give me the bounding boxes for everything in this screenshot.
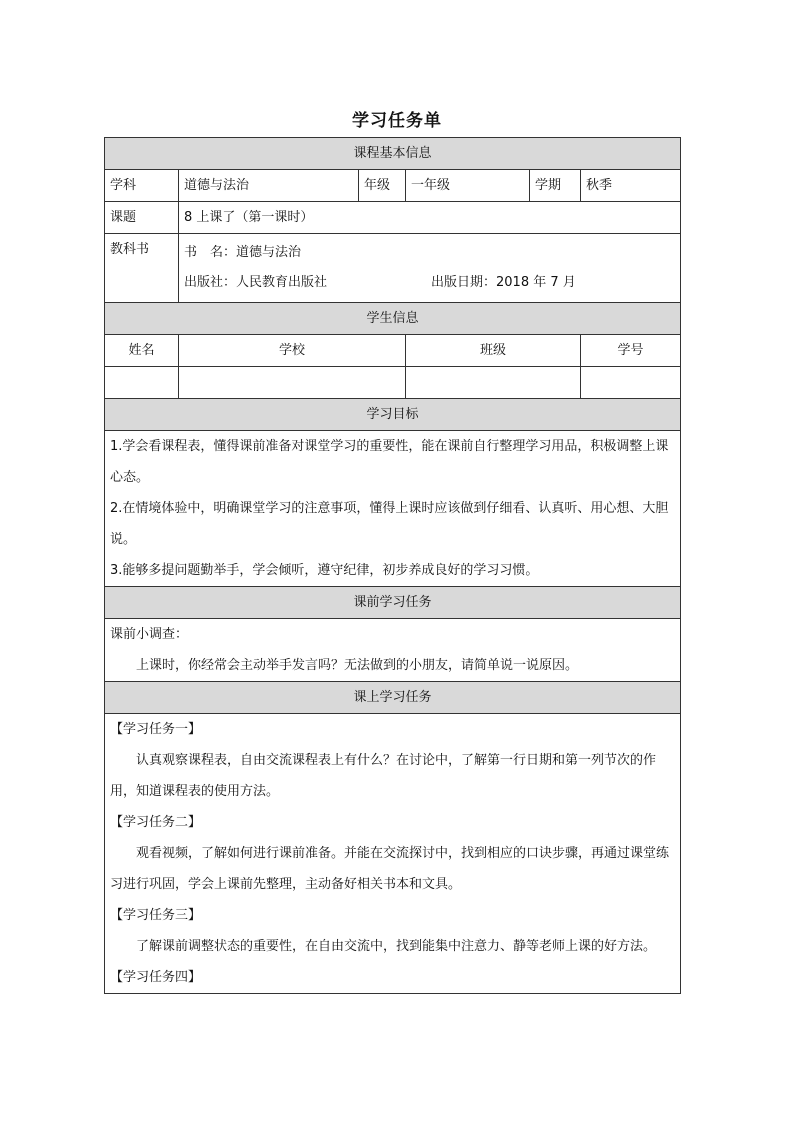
- survey-title: 课前小调查：: [110, 627, 189, 642]
- basic-info-header-row: [105, 138, 681, 170]
- class-field[interactable]: [406, 367, 581, 399]
- task-title: 【学习任务一】: [110, 722, 202, 737]
- task-sheet-table: [104, 137, 681, 994]
- topic-label: 课题: [105, 202, 179, 234]
- subject-row: [105, 170, 681, 202]
- pre-class-content: [105, 619, 681, 682]
- school-field[interactable]: [179, 367, 406, 399]
- task-text: 认真观察课程表，自由交流课程表上有什么？在讨论中，了解第一行日期和第一列节次的作用，知道课程表的使用方法。: [110, 753, 657, 799]
- student-info-header-row: [105, 303, 681, 335]
- pre-class-header: 课前学习任务: [105, 587, 681, 619]
- term-value: 秋季: [581, 170, 681, 202]
- subject-value: 道德与法治: [179, 170, 359, 202]
- student-col-number: 学号: [581, 335, 681, 367]
- grade-label: 年级: [359, 170, 406, 202]
- goal-item: 3.能够多提问题勤举手，学会倾听，遵守纪律，初步养成良好的学习习惯。: [110, 563, 539, 578]
- pre-class-header-row: [105, 587, 681, 619]
- page-title: 学习任务单: [352, 111, 442, 131]
- goals-content: [105, 431, 681, 587]
- student-col-name: 姓名: [105, 335, 179, 367]
- publish-date: 出版日期：2018 年 7 月: [431, 275, 576, 290]
- pre-class-row: [105, 619, 681, 682]
- goals-row: [105, 431, 681, 587]
- publisher-line: [184, 268, 675, 298]
- goal-item: 2.在情境体验中，明确课堂学习的注意事项，懂得上课时应该做到仔细看、认真听、用心想、大胆说。: [110, 501, 669, 547]
- subject-label: 学科: [105, 170, 179, 202]
- in-class-header: 课上学习任务: [105, 682, 681, 714]
- goals-header-row: [105, 399, 681, 431]
- goal-item: 1.学会看课程表，懂得课前准备对课堂学习的重要性，能在课前自行整理学习用品，积极调整上课心态。: [110, 439, 669, 485]
- student-entry-row: [105, 367, 681, 399]
- term-label: 学期: [530, 170, 581, 202]
- task-text: 了解课前调整状态的重要性，在自由交流中，找到能集中注意力、静等老师上课的好方法。: [136, 939, 657, 954]
- publisher: 出版社：人民教育出版社: [184, 275, 328, 290]
- book-name: 书 名：道德与法治: [184, 245, 302, 260]
- task-text: 观看视频，了解如何进行课前准备。并能在交流探讨中，找到相应的口诀步骤，再通过课堂练习进行巩固，学会上课前先整理，主动备好相关书本和文具。: [110, 846, 670, 892]
- student-col-school: 学校: [179, 335, 406, 367]
- in-class-row: [105, 714, 681, 994]
- student-info-header: 学生信息: [105, 303, 681, 335]
- in-class-header-row: [105, 682, 681, 714]
- topic-value: 8 上课了（第一课时）: [179, 202, 681, 234]
- goals-header: 学习目标: [105, 399, 681, 431]
- basic-info-header: 课程基本信息: [105, 138, 681, 170]
- topic-row: [105, 202, 681, 234]
- survey-text: 上课时，你经常会主动举手发言吗？无法做到的小朋友，请简单说一说原因。: [136, 658, 579, 673]
- grade-value: 一年级: [406, 170, 530, 202]
- textbook-label: 教科书: [105, 234, 179, 303]
- task-title: 【学习任务四】: [110, 970, 202, 985]
- student-col-class: 班级: [406, 335, 581, 367]
- student-columns-row: [105, 335, 681, 367]
- textbook-info: [179, 234, 681, 303]
- name-field[interactable]: [105, 367, 179, 399]
- student-number-field[interactable]: [581, 367, 681, 399]
- task-title: 【学习任务三】: [110, 908, 202, 923]
- task-title: 【学习任务二】: [110, 815, 202, 830]
- textbook-row: [105, 234, 681, 303]
- in-class-content: [105, 714, 681, 994]
